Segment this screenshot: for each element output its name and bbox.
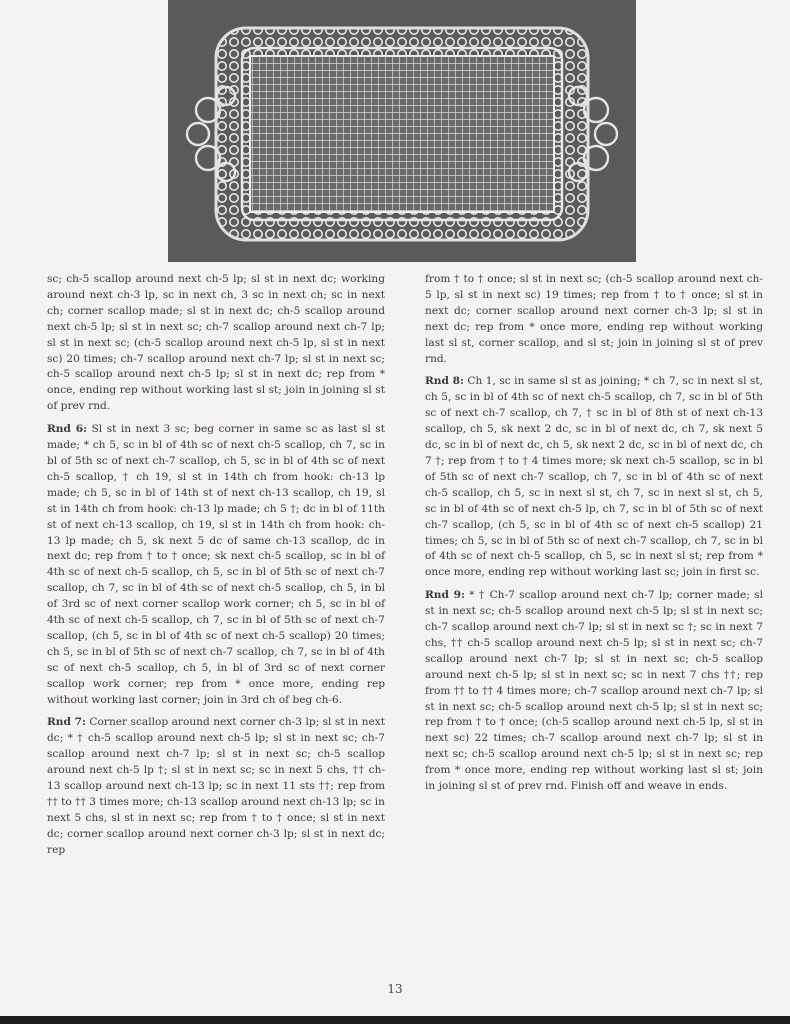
- scan-edge: [0, 1016, 790, 1024]
- paragraph-rnd7: [47, 715, 385, 858]
- paragraph-rnd5-cont: sc; ch-5 scallop around next ch-5 lp; sl st in next dc; working around next ch-3 lp, sc in next ch, 3 sc in next ch; sc in next ch; corner scallop made; sl st in next dc; ch-5 scallop around next ch-5 lp; sl st in next sc; ch-7 scallop around next ch-7 lp; sl st in next sc; (ch-5 scallop around next ch-5 lp, sl st in next sc) 20 times; ch-7 scallop around next ch-7 lp; sl st in next sc; ch-5 scallop around next ch-5 lp; sl st in next dc; rep from * once, ending rep without working last sl st; join in joining sl st of prev rnd.: [47, 273, 385, 413]
- rnd9-label: Rnd 9:: [425, 589, 465, 602]
- rnd6-text: Sl st in next 3 sc; beg corner in same sc as last sl st made; * ch 5, sc in bl of 4th sc of next ch-5 scallop, ch 7, sc in bl of 5th sc of next ch-7 scallop, ch 5, sc in bl of 4th sc of next ch-5 scallop, † ch 19, sl st in 14th ch from hook: ch-13 lp made; ch 5, sc in bl of 14th st of next ch-13 scallop, ch 19, sl st in 14th ch from hook: ch-13 lp made; ch 5 †; dc in bl of 11th st of next ch-13 scallop, ch 19, sl st in 14th ch from hook: ch-13 lp made; ch 5, sk next 5 dc of same ch-13 scallop, dc in next dc; rep from † to † once; sk next ch-5 scallop, sc in bl of 4th sc of next ch-5 scallop, ch 5, sc in bl of 5th sc of next ch-7 scallop, ch 7, sc in bl of 4th sc of next ch-5 scallop, ch 5, in bl of 3rd sc of next corner scallop work corner; ch 5, sc in bl of 4th sc of next ch-5 scallop, ch 7, sc in bl of 5th sc of next ch-7 scallop, (ch 5, sc in bl of 4th sc of next ch-5 scallop) 20 times; ch 5, sc in bl of 5th sc of next ch-7 scallop, ch 7, sc in bl of 4th sc of next ch-5 scallop, ch 5, in bl of 3rd sc of next corner scallop work corner; rep from * once more, ending rep without working last corner; join in 3rd ch of beg ch-6.: [47, 423, 385, 706]
- page-number: 13: [387, 982, 403, 996]
- rnd9-text: * † Ch-7 scallop around next ch-7 lp; corner made; sl st in next sc; ch-5 scallop around next ch-5 lp; sl st in next sc; ch-7 scallop around next ch-7 lp; sl st in next sc †; sc in next 7 chs, †† ch-5 scallop around next ch-5 lp; sl st in next sc; ch-7 scallop around next ch-7 lp; sl st in next sc; ch-5 scallop around next ch-5 lp; sl st in next sc; sc in next 7 chs ††; rep from †† to †† 4 times more; ch-7 scallop around next ch-7 lp; sl st in next sc; ch-5 scallop around next ch-5 lp; sl st in next sc; rep from † to † once; (ch-5 scallop around next ch-5 lp, sl st in next sc) 22 times; ch-7 scallop around next ch-7 lp; sl st in next sc; ch-5 scallop around next ch-5 lp; sl st in next sc; rep from * once more, ending rep without working last sl st; join in joining sl st of prev rnd. Finish off and weave in ends.: [425, 589, 763, 793]
- paragraph-rnd7-cont: from † to † once; sl st in next sc; (ch-5 scallop around next ch-5 lp, sl st in next sc) 19 times; rep from † to † once; sl st in next dc; corner scallop around next corner ch-3 lp; sl st in next dc; rep from * once more, ending rep without working last sl st, corner scallop, and sl st; join in joining sl st of prev rnd.: [425, 273, 763, 365]
- doily-photo: [168, 0, 636, 262]
- paragraph-rnd6: [47, 422, 385, 708]
- rnd7-text: Corner scallop around next corner ch-3 lp; sl st in next dc; * † ch-5 scallop around next ch-5 lp; sl st in next sc; ch-7 scallop around next ch-7 lp; sl st in next sc; ch-5 scallop around next ch-5 lp †; sl st in next sc; sc in next 5 chs, †† ch-13 scallop around next ch-13 lp; sc in next 11 sts ††; rep from †† to †† 3 times more; ch-13 scallop around next ch-13 lp; sc in next 5 chs, sl st in next sc; rep from † to † once; sl st in next dc; corner scallop around next corner ch-3 lp; sl st in next dc; rep: [47, 716, 385, 856]
- rnd8-label: Rnd 8:: [425, 375, 464, 388]
- rnd7-label: Rnd 7:: [47, 716, 86, 729]
- right-column: [425, 272, 763, 802]
- paragraph-rnd9: [425, 588, 763, 795]
- rnd8-text: Ch 1, sc in same sl st as joining; * ch 7, sc in next sl st, ch 5, sc in bl of 4th sc of next ch-5 scallop, ch 7, sc in bl of 5th sc of next ch-7 scallop, ch 7, † sc in bl of 8th st of next ch-13 scallop, ch 5, sk next 2 dc, sc in bl of next dc, ch 7, sk next 5 dc, sc in bl of next dc, ch 5, sk next 2 dc, sc in bl of next dc, ch 7 †; rep from † to † 4 times more; sk next ch-5 scallop, sc in bl of 5th sc of next ch-7 scallop, ch 7, sc in bl of 4th sc of next ch-5 scallop, ch 5, sc in next sl st, ch 7, sc in next sl st, ch 5, sc in bl of 4th sc of next ch-5 lp, ch 7, sc in bl of 5th sc of next ch-7 scallop, (ch 5, sc in bl of 4th sc of next ch-5 scallop) 21 times; ch 5, sc in bl of 5th sc of next ch-7 scallop, ch 7, sc in bl of 4th sc of next ch-5 scallop, ch 5, sc in next sl st; rep from * once more, ending rep without working last sc; join in first sc.: [425, 375, 763, 579]
- rnd6-label: Rnd 6:: [47, 423, 88, 436]
- paragraph-rnd8: [425, 374, 763, 581]
- left-column: [47, 272, 385, 866]
- doily-image: [168, 0, 636, 262]
